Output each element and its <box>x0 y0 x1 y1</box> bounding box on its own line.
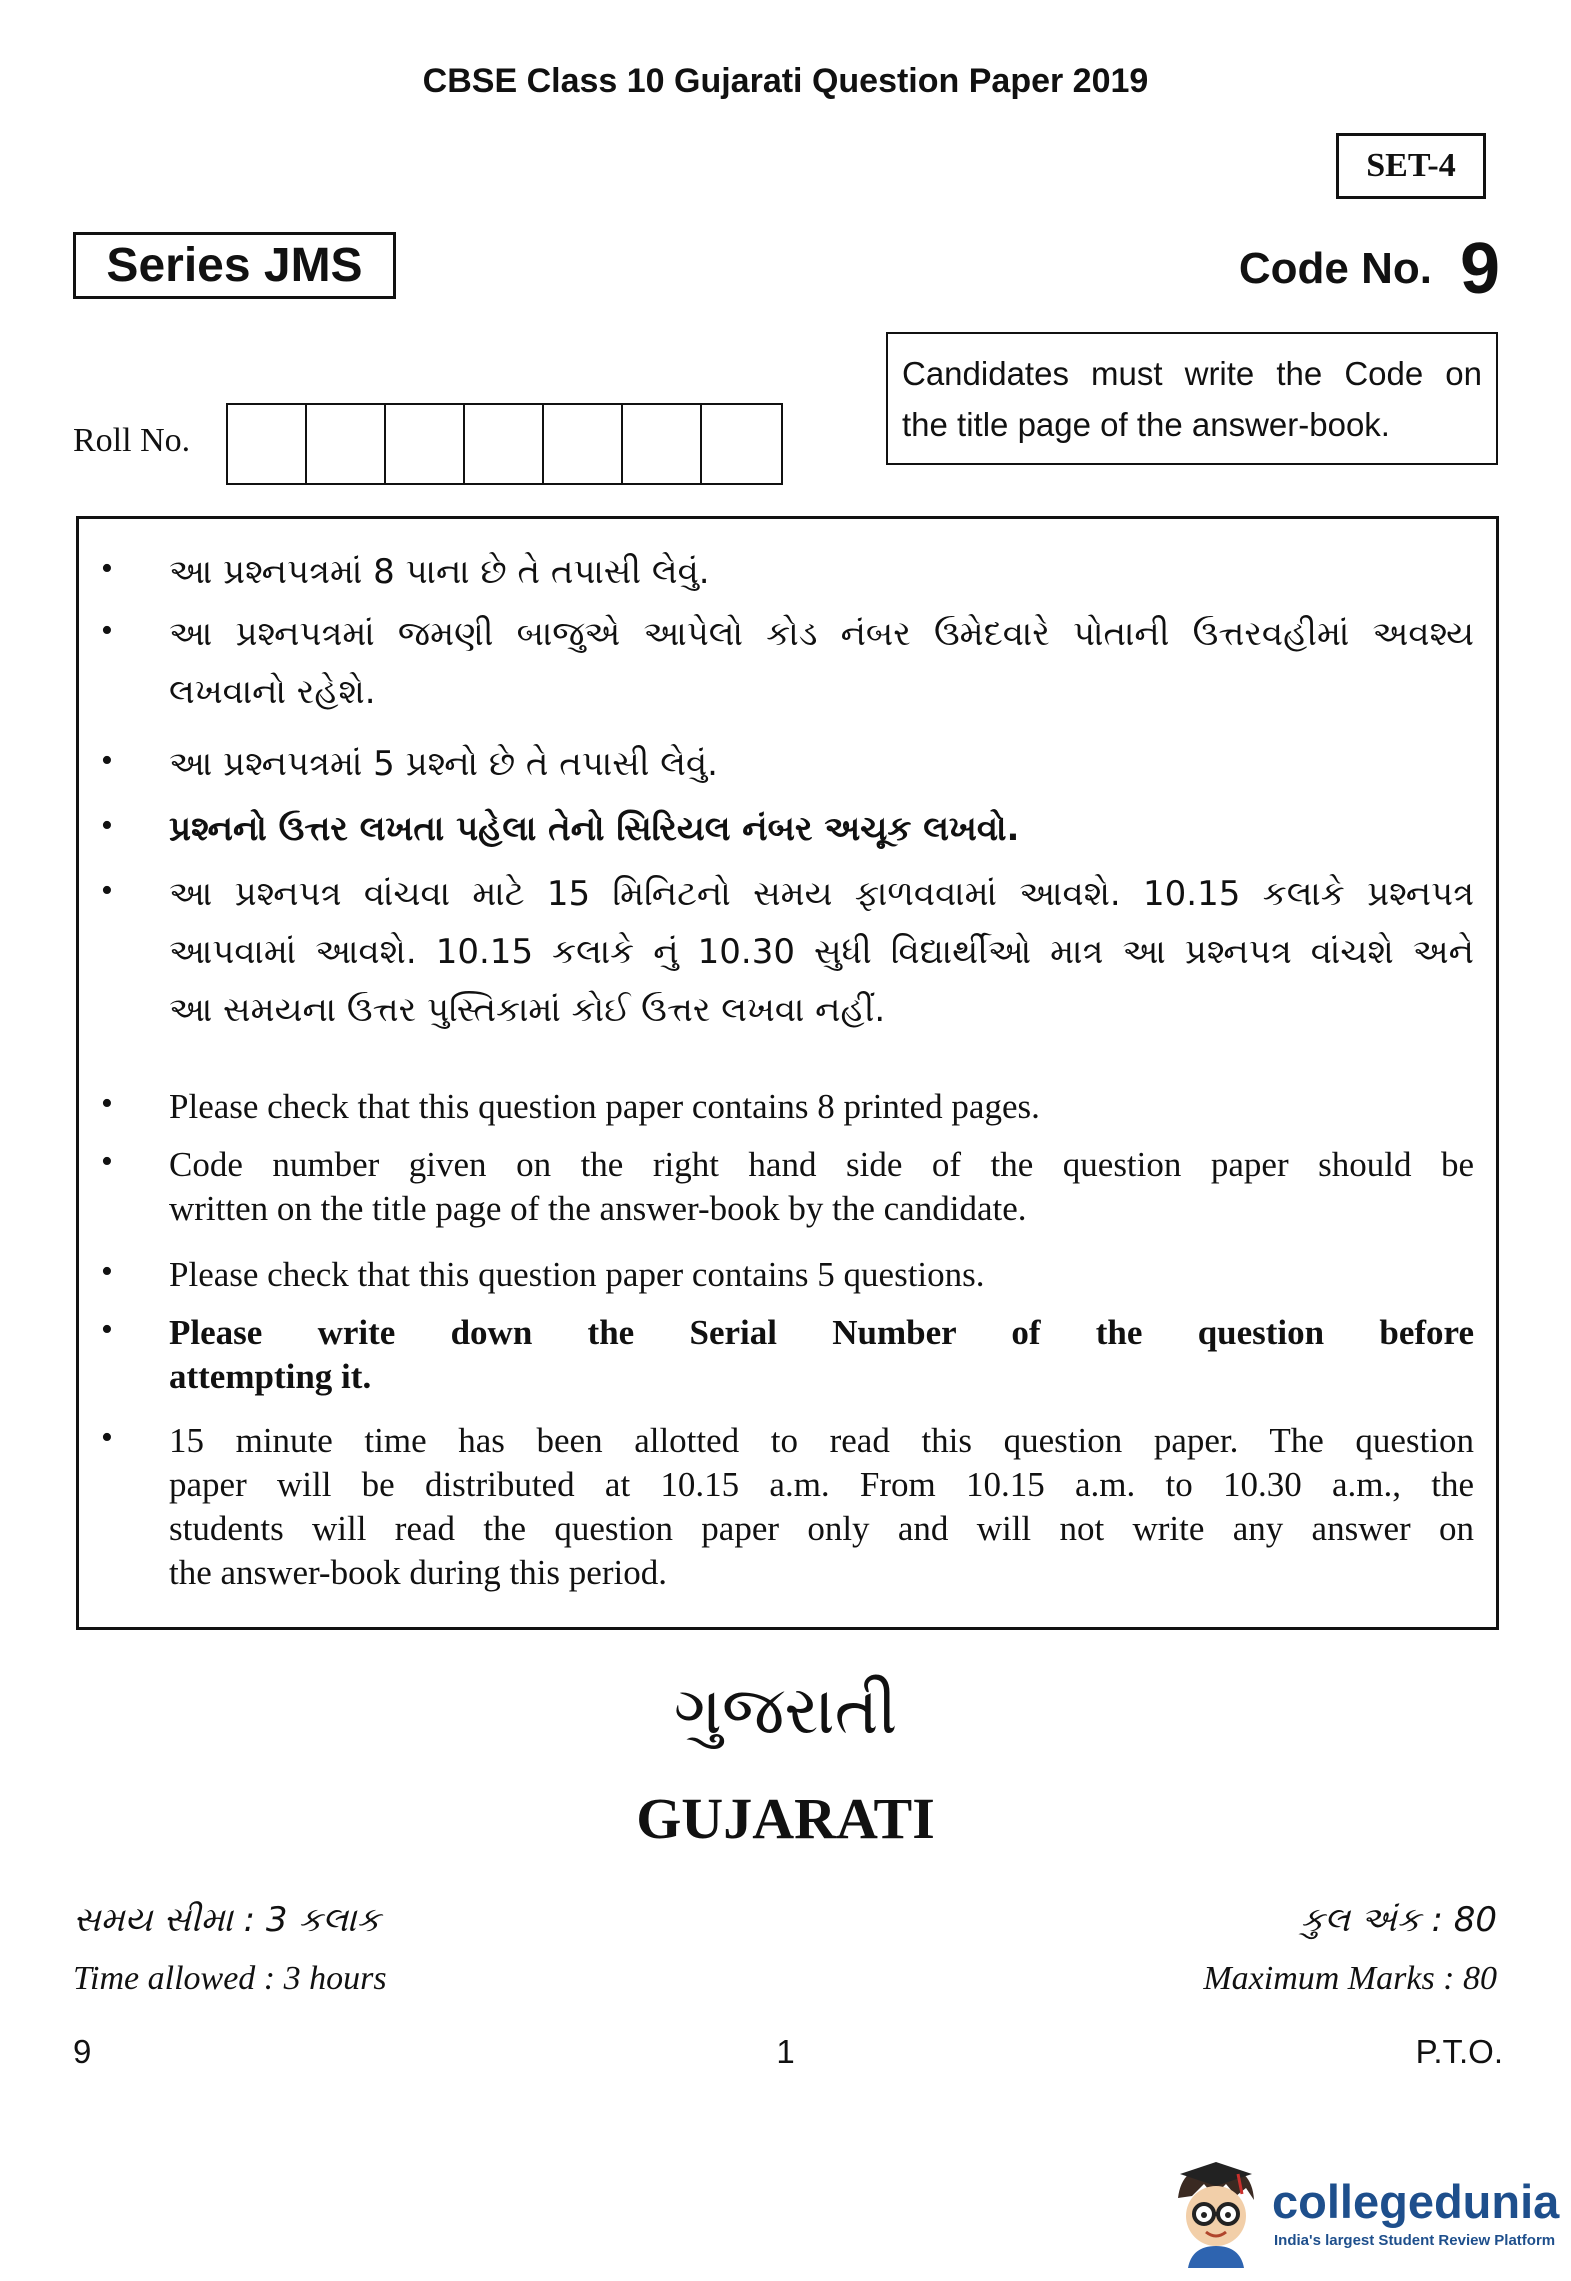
instruction-text <box>169 1085 1474 1129</box>
candidates-note-line: Candidates must write the Code on <box>902 355 1482 392</box>
instruction-line: the answer-book during this period. <box>169 1553 667 1592</box>
instruction-line: આ પ્રશ્નપત્રમાં 8 પાના છે તે તપાસી લેવું. <box>169 552 710 592</box>
roll-number-label: Roll No. <box>73 422 191 459</box>
instruction-text <box>169 1419 1474 1595</box>
instruction-line: આ પ્રશ્નપત્રમાં 5 પ્રશ્નો છે તે તપાસી લેવું. <box>169 744 718 784</box>
instruction-text <box>169 865 1474 1039</box>
instruction-text <box>169 605 1474 721</box>
instruction-line: Please check that this question paper contains 5 questions. <box>169 1255 985 1294</box>
maximum-marks-gujarati: કુલ અંક : 80 <box>1300 1900 1497 1940</box>
bullet-icon: • <box>101 1419 113 1456</box>
document-title: CBSE Class 10 Gujarati Question Paper 2019 <box>422 62 1149 100</box>
instruction-line: પ્રશ્નનો ઉત્તર લખતા પહેલા તેનો સિરિયલ નંબર અચૂક લખવો. <box>169 809 1020 849</box>
subject-heading-english: GUJARATI <box>636 1786 935 1851</box>
instruction-line: paper will be distributed at 10.15 a.m. From 10.15 a.m. to 10.30 a.m., the <box>169 1465 1474 1504</box>
instruction-text <box>169 735 1474 793</box>
roll-number-cell <box>465 405 544 483</box>
maximum-marks: Maximum Marks : 80 <box>1203 1960 1497 1997</box>
instruction-text <box>169 543 1474 601</box>
instruction-line: લખવાનો રહેશે. <box>169 672 376 712</box>
watermark-tagline: India's largest Student Review Platform <box>1274 2232 1556 2249</box>
code-label: Code No. <box>1238 244 1432 293</box>
code-number <box>1180 228 1500 310</box>
candidates-note-box <box>886 332 1498 465</box>
set-badge: SET-4 <box>1336 133 1486 199</box>
roll-number-cell <box>544 405 623 483</box>
collegedunia-watermark <box>1166 2158 1560 2268</box>
bullet-icon: • <box>101 1253 113 1290</box>
series-label: Series JMS <box>73 232 396 299</box>
instruction-text <box>169 1143 1474 1231</box>
roll-number-boxes <box>226 403 783 485</box>
bullet-icon: • <box>101 807 113 844</box>
instruction-line: attempting it. <box>169 1357 372 1396</box>
instruction-line: આ સમયના ઉત્તર પુસ્તિકામાં કોઈ ઉત્તર લખવા નહીં. <box>169 990 886 1030</box>
instruction-line: આપવામાં આવશે. 10.15 કલાકે નું 10.30 સુધી વિદ્યાર્થીઓ માત્ર આ પ્રશ્નપત્ર વાંચશે અને <box>169 932 1474 972</box>
watermark-name: collegedunia <box>1272 2175 1560 2228</box>
instruction-text <box>169 800 1474 858</box>
instruction-line: આ પ્રશ્નપત્ર વાંચવા માટે 15 મિનિટનો સમય ફાળવવામાં આવશે. 10.15 કલાકે પ્રશ્નપત્ર <box>169 874 1474 914</box>
instruction-line: Code number given on the right hand side of the question paper should be <box>169 1145 1474 1184</box>
time-allowed-gujarati: સમય સીમા : 3 કલાક <box>73 1900 381 1940</box>
roll-number-cell <box>623 405 702 483</box>
roll-number-cell <box>307 405 386 483</box>
bullet-icon: • <box>101 612 113 649</box>
mascot-icon <box>1166 2158 1266 2268</box>
pto-label: P.T.O. <box>1415 2033 1503 2070</box>
page-number: 1 <box>776 2033 795 2070</box>
instruction-line: Please write down the Serial Number of the question before <box>169 1313 1474 1352</box>
subject-heading-gujarati: ગુજરાતી <box>673 1672 898 1749</box>
time-allowed: Time allowed : 3 hours <box>73 1960 387 1997</box>
footer-code: 9 <box>73 2033 92 2070</box>
instruction-line: students will read the question paper only and will not write any answer on <box>169 1509 1474 1548</box>
instruction-line: આ પ્રશ્નપત્રમાં જમણી બાજુએ આપેલો કોડ નંબર ઉમેદવારે પોતાની ઉત્તરવહીમાં અવશ્ય <box>169 614 1474 654</box>
instruction-text <box>169 1253 1474 1297</box>
instructions-box <box>76 516 1499 1630</box>
bullet-icon: • <box>101 742 113 779</box>
roll-number-cell <box>386 405 465 483</box>
roll-number-cell <box>228 405 307 483</box>
bullet-icon: • <box>101 1143 113 1180</box>
instruction-line: Please check that this question paper contains 8 printed pages. <box>169 1087 1040 1126</box>
instruction-text <box>169 1311 1474 1399</box>
bullet-icon: • <box>101 1085 113 1122</box>
candidates-note-line: the title page of the answer-book. <box>902 406 1390 443</box>
code-value: 9 <box>1459 229 1500 309</box>
bullet-icon: • <box>101 550 113 587</box>
instruction-line: 15 minute time has been allotted to read this question paper. The question <box>169 1421 1474 1460</box>
bullet-icon: • <box>101 1311 113 1348</box>
bullet-icon: • <box>101 872 113 909</box>
instruction-line: written on the title page of the answer-book by the candidate. <box>169 1189 1027 1228</box>
roll-number-cell <box>702 405 781 483</box>
